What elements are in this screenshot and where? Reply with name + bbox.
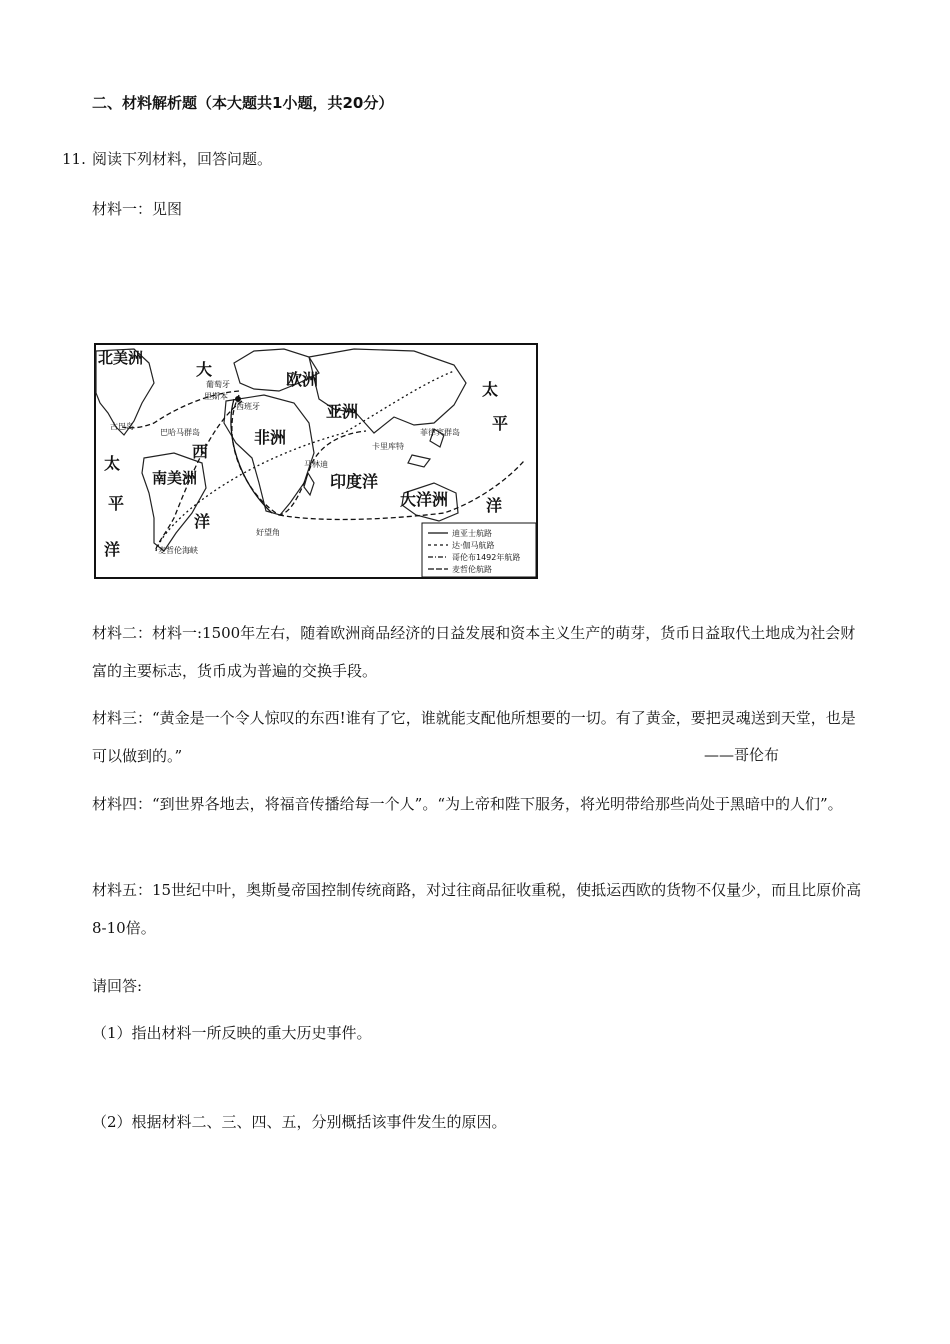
map-label-oceania: 大洋洲 <box>400 490 449 509</box>
material2: 材料二：材料一:1500年左右，随着欧洲商品经济的日益发展和资本主义生产的萌芽，货币日益取代土地成为社会财富的主要标志，货币成为普遍的交换手段。 <box>92 624 856 680</box>
sub-question-2: （2）根据材料二、三、四、五，分别概括该事件发生的原因。 <box>92 1113 507 1131</box>
material5: 材料五：15世纪中叶，奥斯曼帝国控制传统商路，对过往商品征收重税，使抵运西欧的货物不仅量少，而且比原价高8-10倍。 <box>92 881 862 937</box>
map-label-north-america: 北美洲 <box>98 349 144 367</box>
legend-columbus: 哥伦布1492年航路 <box>452 553 521 562</box>
map-place-calicut: 卡里库特 <box>372 442 404 451</box>
lisbon-marker <box>235 396 241 402</box>
voyages-map <box>94 343 538 579</box>
map-label-europe: 欧洲 <box>286 370 319 389</box>
material1-label: 材料一：见图 <box>92 200 183 218</box>
map-label-big: 大 <box>196 360 213 379</box>
material3: 材料三：“黄金是一个令人惊叹的东西!谁有了它，谁就能支配他所想要的一切。有了黄金，要把灵魂送到天堂，也是可以做到的。” <box>92 709 856 765</box>
material3-signature: ——哥伦布 <box>704 746 780 764</box>
map-label-ocean: 洋 <box>194 512 211 531</box>
map-label-pacific-right-2: 平 <box>492 414 509 433</box>
map-label-pacific-left-2: 平 <box>108 494 125 513</box>
section-header: 二、材料解析题（本大题共1小题，共20分） <box>92 94 394 112</box>
map-place-malindi: 马林迪 <box>304 460 328 469</box>
map-label-indian-ocean: 印度洋 <box>330 472 379 491</box>
map-place-spain: 西班牙 <box>236 402 260 411</box>
sub-question-1: （1）指出材料一所反映的重大历史事件。 <box>92 1024 372 1042</box>
map-label-pacific-right-1: 太 <box>482 380 499 399</box>
instruction: 请回答: <box>92 977 143 995</box>
map-place-good-hope: 好望角 <box>256 528 280 537</box>
map-legend <box>422 523 536 577</box>
map-label-pacific-left-1: 太 <box>104 454 121 473</box>
question-prompt: 阅读下列材料，回答问题。 <box>92 150 273 168</box>
map-place-bahamas: 巴哈马群岛 <box>160 428 200 437</box>
question-number: 11. <box>62 150 86 168</box>
map-place-magellan-strait: 麦哲伦海峡 <box>158 546 198 555</box>
map-label-south-america: 南美洲 <box>152 469 198 487</box>
legend-dias: 迪亚士航路 <box>452 529 492 538</box>
map-label-west: 西 <box>192 442 209 461</box>
map-label-asia: 亚洲 <box>326 402 359 421</box>
map-label-pacific-left-3: 洋 <box>104 540 121 559</box>
map-place-philippines: 菲律宾群岛 <box>420 428 460 437</box>
map-place-lisbon: 里斯本 <box>204 392 228 401</box>
legend-magellan: 麦哲伦航路 <box>452 565 492 574</box>
map-place-portugal: 葡萄牙 <box>206 380 230 389</box>
material4: 材料四：“到世界各地去，将福音传播给每一个人”。“为上帝和陛下服务，将光明带给那些尚处于黑暗中的人们”。 <box>92 795 843 813</box>
map-label-pacific-right-3: 洋 <box>486 496 503 515</box>
legend-da-gama: 达·伽马航路 <box>452 541 495 550</box>
map-place-cuba: 古巴岛 <box>110 422 134 431</box>
map-label-africa: 非洲 <box>254 428 287 447</box>
